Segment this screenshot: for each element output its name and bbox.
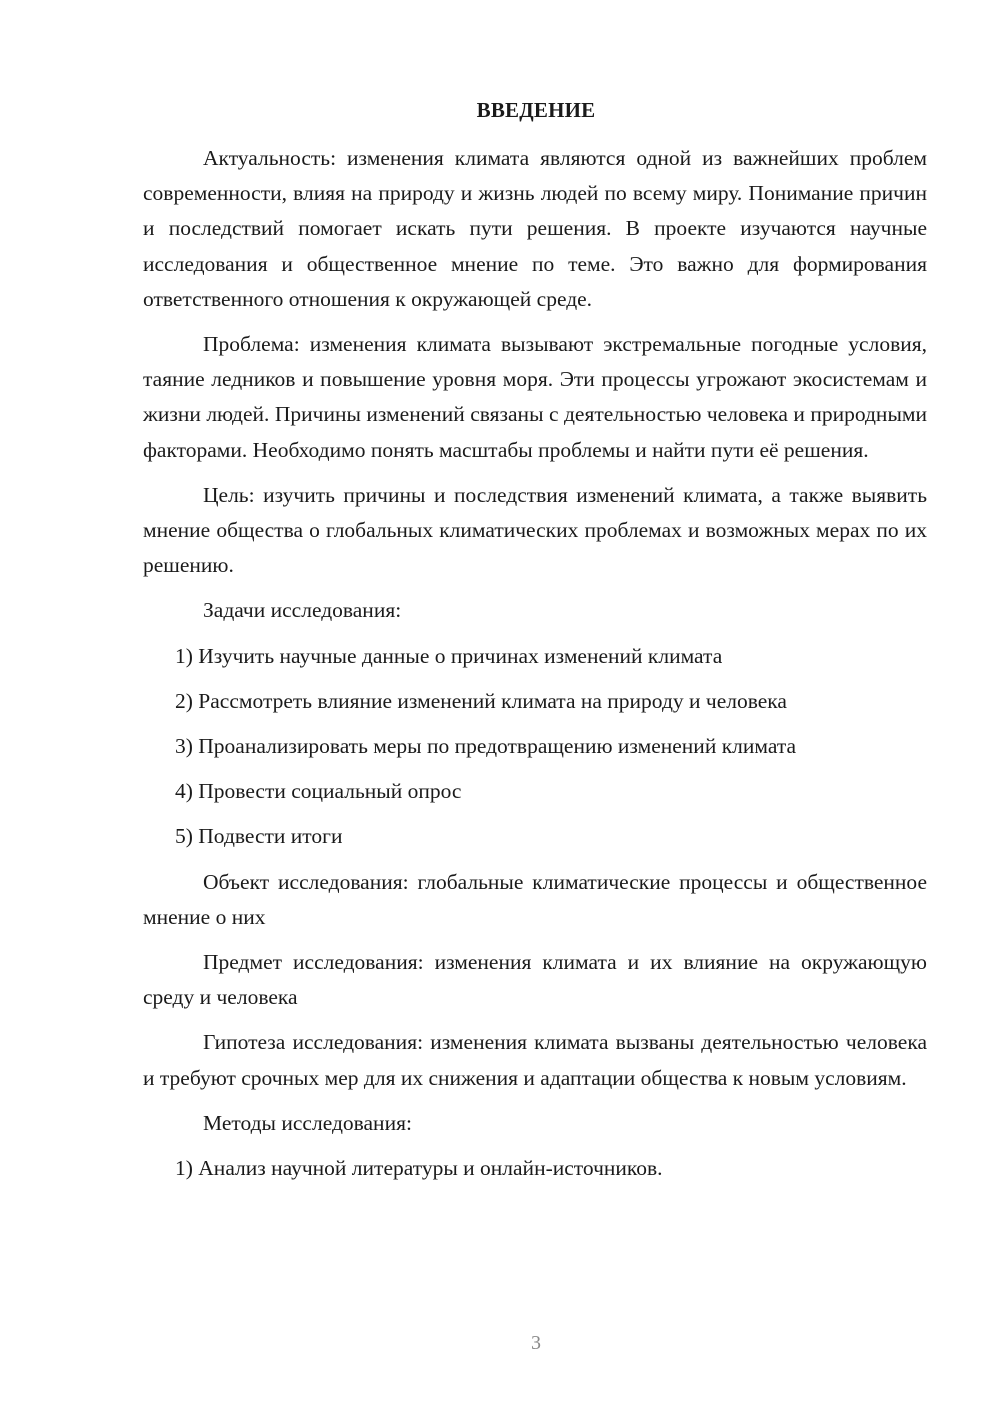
tasks-heading: Задачи исследования: (203, 598, 402, 623)
list-item: 5) Подвести итоги (175, 824, 343, 849)
subject-paragraph: Предмет исследования: изменения климата и их влияние на окружающую среду и человека (143, 950, 927, 1010)
relevance-paragraph: Актуальность: изменения климата являются одной из важнейших проблем современности, влияя на природу и жизнь людей по всему миру. Понимание причин и последствий помогает искать пути решения. В проекте изучаются научные исследования и общественное мнение по теме. Это важно для формирования ответственного отношения к окружающей среде. (143, 146, 927, 311)
hypothesis-paragraph: Гипотеза исследования: изменения климата вызваны деятельностью человека и требуют срочных мер для их снижения и адаптации общества к новым условиям. (143, 1030, 927, 1090)
tasks-list (143, 639, 927, 855)
list-item: 1) Изучить научные данные о причинах изменений климата (175, 643, 723, 668)
methods-list (143, 1151, 927, 1186)
document-body (143, 141, 927, 1196)
goal-paragraph: Цель: изучить причины и последствия изменений климата, а также выявить мнение общества о глобальных климатических проблемах и возможных мерах по их решению. (143, 482, 927, 578)
list-item: 1) Анализ научной литературы и онлайн-источников. (175, 1156, 663, 1181)
page-title: ВВЕДЕНИЕ (476, 98, 596, 122)
list-item: 2) Рассмотреть влияние изменений климата на природу и человека (175, 688, 787, 713)
list-item: 4) Провести социальный опрос (175, 779, 462, 804)
methods-heading: Методы исследования: (203, 1110, 412, 1135)
object-paragraph: Объект исследования: глобальные климатические процессы и общественное мнение о них (143, 869, 927, 929)
list-item: 3) Проанализировать меры по предотвращению изменений климата (175, 734, 797, 759)
page-number: 3 (531, 1332, 541, 1354)
problem-paragraph: Проблема: изменения климата вызывают экстремальные погодные условия, таяние ледников и повышение уровня моря. Эти процессы угрожают экосистемам и жизни людей. Причины изменений связаны с деятельностью человека и природными факторами. Необходимо понять масштабы проблемы и найти пути её решения. (143, 332, 927, 462)
